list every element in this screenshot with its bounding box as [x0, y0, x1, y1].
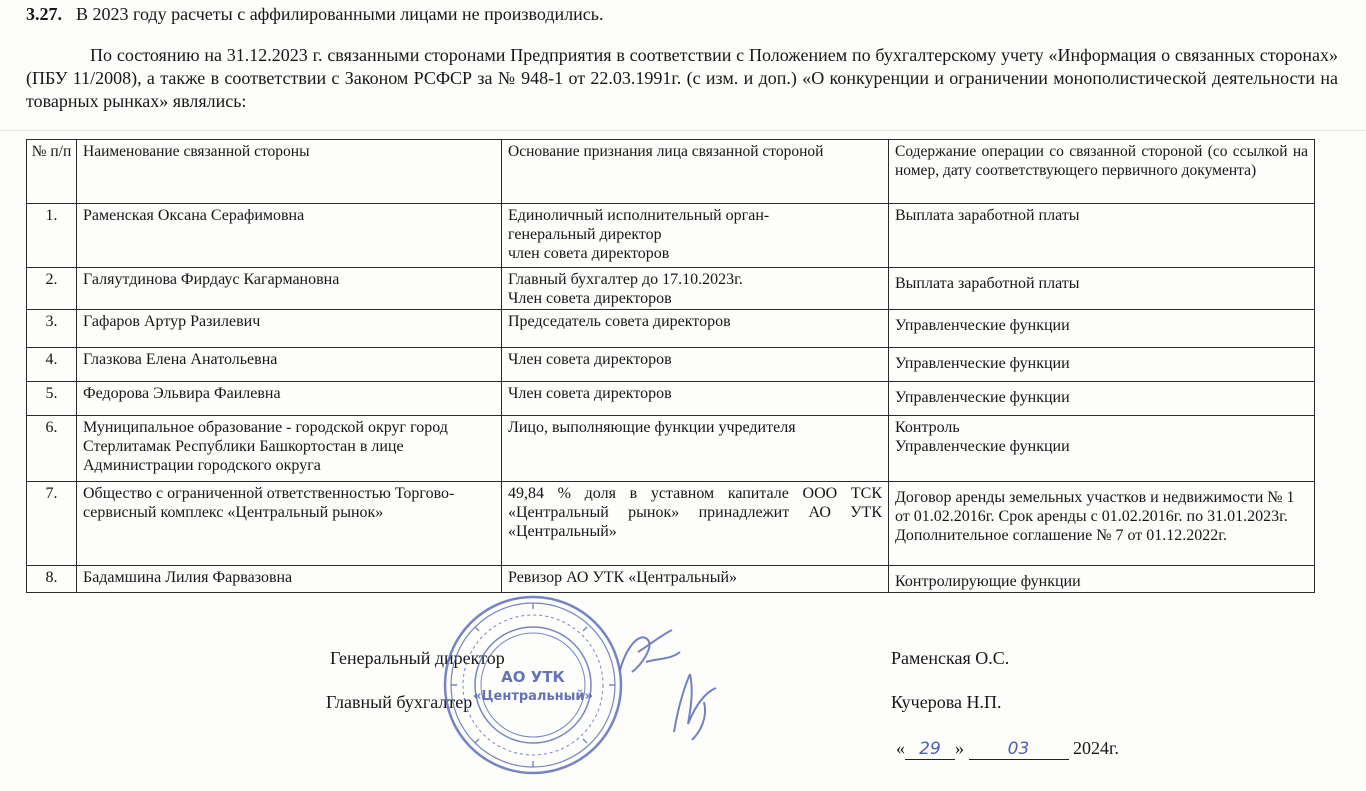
header-num: № п/п [27, 140, 77, 204]
recognition-basis [502, 268, 889, 310]
table-row [27, 204, 1315, 268]
related-parties-table [26, 139, 1315, 593]
content-line: Выплата заработной платы [895, 275, 1080, 292]
basis-line: генеральный директор [508, 226, 662, 243]
row-number: 1. [27, 204, 77, 268]
basis-line: Председатель совета директоров [508, 313, 731, 330]
director-role: Генеральный директор [330, 648, 505, 668]
stamp-text-line1: АО УТК [501, 668, 565, 686]
table-row [27, 416, 1315, 482]
operation-content [889, 566, 1315, 593]
basis-line: Член совета директоров [508, 351, 672, 368]
recognition-basis [502, 566, 889, 593]
date-line [896, 738, 1119, 760]
basis-line: Член совета директоров [508, 290, 672, 307]
date-month: 03 [1007, 739, 1030, 759]
party-name: Федорова Эльвира Фаилевна [77, 382, 502, 416]
basis-line: Единоличный исполнительный орган- [508, 207, 770, 224]
section-number: 3.27. [26, 4, 62, 24]
party-name: Гафаров Артур Разилевич [77, 310, 502, 348]
row-number: 8. [27, 566, 77, 593]
recognition-basis [502, 310, 889, 348]
content-line: Договор аренды земельных участков и недвижимости № 1 от 01.02.2016г. Срок аренды с 01.02.2016г. по 31.01.2023г. [895, 489, 1295, 525]
content-line: Контроль [895, 419, 960, 436]
basis-line: 49,84 % доля в уставном капитале ООО ТСК «Центральный рынок» принадлежит АО УТК «Центральный» [508, 485, 882, 540]
content-line: Управленческие функции [895, 317, 1070, 334]
accountant-signature [660, 662, 730, 746]
recognition-basis [502, 204, 889, 268]
recognition-basis [502, 482, 889, 566]
operation-content [889, 482, 1315, 566]
row-number: 5. [27, 382, 77, 416]
section-text: В 2023 году расчеты с аффилированными лицами не производились. [76, 4, 604, 24]
header-content: Содержание операции со связанной стороной (со ссылкой на номер, дату соответствующего первичного документа) [889, 140, 1315, 204]
row-number: 7. [27, 482, 77, 566]
table-row [27, 382, 1315, 416]
intro-paragraph: По состоянию на 31.12.2023 г. связанными сторонами Предприятия в соответствии с Положением по бухгалтерскому учету «Информация о связанных сторонах» (ПБУ 11/2008), а также в соответствии с Законом РСФСР за № 948-1 от 22.03.1991г. (с изм. и доп.) «О конкуренции и ограничении монополистической деятельности на товарных рынках» являлись: [26, 45, 1338, 111]
party-name: Бадамшина Лилия Фарвазовна [77, 566, 502, 593]
header-basis: Основание признания лица связанной стороной [502, 140, 889, 204]
party-name: Раменская Оксана Серафимовна [77, 204, 502, 268]
operation-content [889, 310, 1315, 348]
date-day: 29 [919, 739, 941, 759]
basis-line: Ревизор АО УТК «Центральный» [508, 569, 738, 586]
operation-content [889, 416, 1315, 482]
page-crease [0, 130, 1366, 131]
row-number: 4. [27, 348, 77, 382]
content-line: Управленческие функции [895, 389, 1070, 406]
party-name: Общество с ограниченной ответственностью Торгово-сервисный комплекс «Центральный рынок» [77, 482, 502, 566]
content-line: Управленческие функции [895, 438, 1070, 455]
operation-content [889, 204, 1315, 268]
operation-content [889, 268, 1315, 310]
date-close-quote: » [955, 738, 964, 758]
basis-line: Лицо, выполняющие функции учредителя [508, 419, 796, 436]
section-heading [26, 4, 604, 25]
content-line: Дополнительное соглашение № 7 от 01.12.2022г. [895, 527, 1227, 544]
party-name: Галяутдинова Фирдаус Кагармановна [77, 268, 502, 310]
table-row [27, 482, 1315, 566]
row-number: 3. [27, 310, 77, 348]
content-line: Контролирующие функции [895, 573, 1081, 590]
basis-line: Главный бухгалтер до 17.10.2023г. [508, 271, 743, 288]
table-row [27, 566, 1315, 593]
table-row [27, 268, 1315, 310]
company-stamp [438, 590, 628, 780]
content-line: Выплата заработной платы [895, 207, 1080, 224]
recognition-basis [502, 348, 889, 382]
stamp-text-line2: «Центральный» [473, 689, 593, 704]
header-name: Наименование связанной стороны [77, 140, 502, 204]
table-row [27, 310, 1315, 348]
date-year: 2024г. [1073, 738, 1119, 758]
basis-line: член совета директоров [508, 245, 670, 262]
operation-content [889, 348, 1315, 382]
date-open-quote: « [896, 738, 905, 758]
row-number: 6. [27, 416, 77, 482]
party-name: Муниципальное образование - городской округ город Стерлитамак Республики Башкортостан в лице Администрации городского округа [77, 416, 502, 482]
party-name: Глазкова Елена Анатольевна [77, 348, 502, 382]
recognition-basis [502, 416, 889, 482]
accountant-role: Главный бухгалтер [326, 692, 473, 712]
recognition-basis [502, 382, 889, 416]
operation-content [889, 382, 1315, 416]
table-header-row [27, 140, 1315, 204]
accountant-name: Кучерова Н.П. [891, 692, 1002, 712]
basis-line: Член совета директоров [508, 385, 672, 402]
row-number: 2. [27, 268, 77, 310]
table-row [27, 348, 1315, 382]
content-line: Управленческие функции [895, 355, 1070, 372]
director-name: Раменская О.С. [891, 648, 1010, 668]
